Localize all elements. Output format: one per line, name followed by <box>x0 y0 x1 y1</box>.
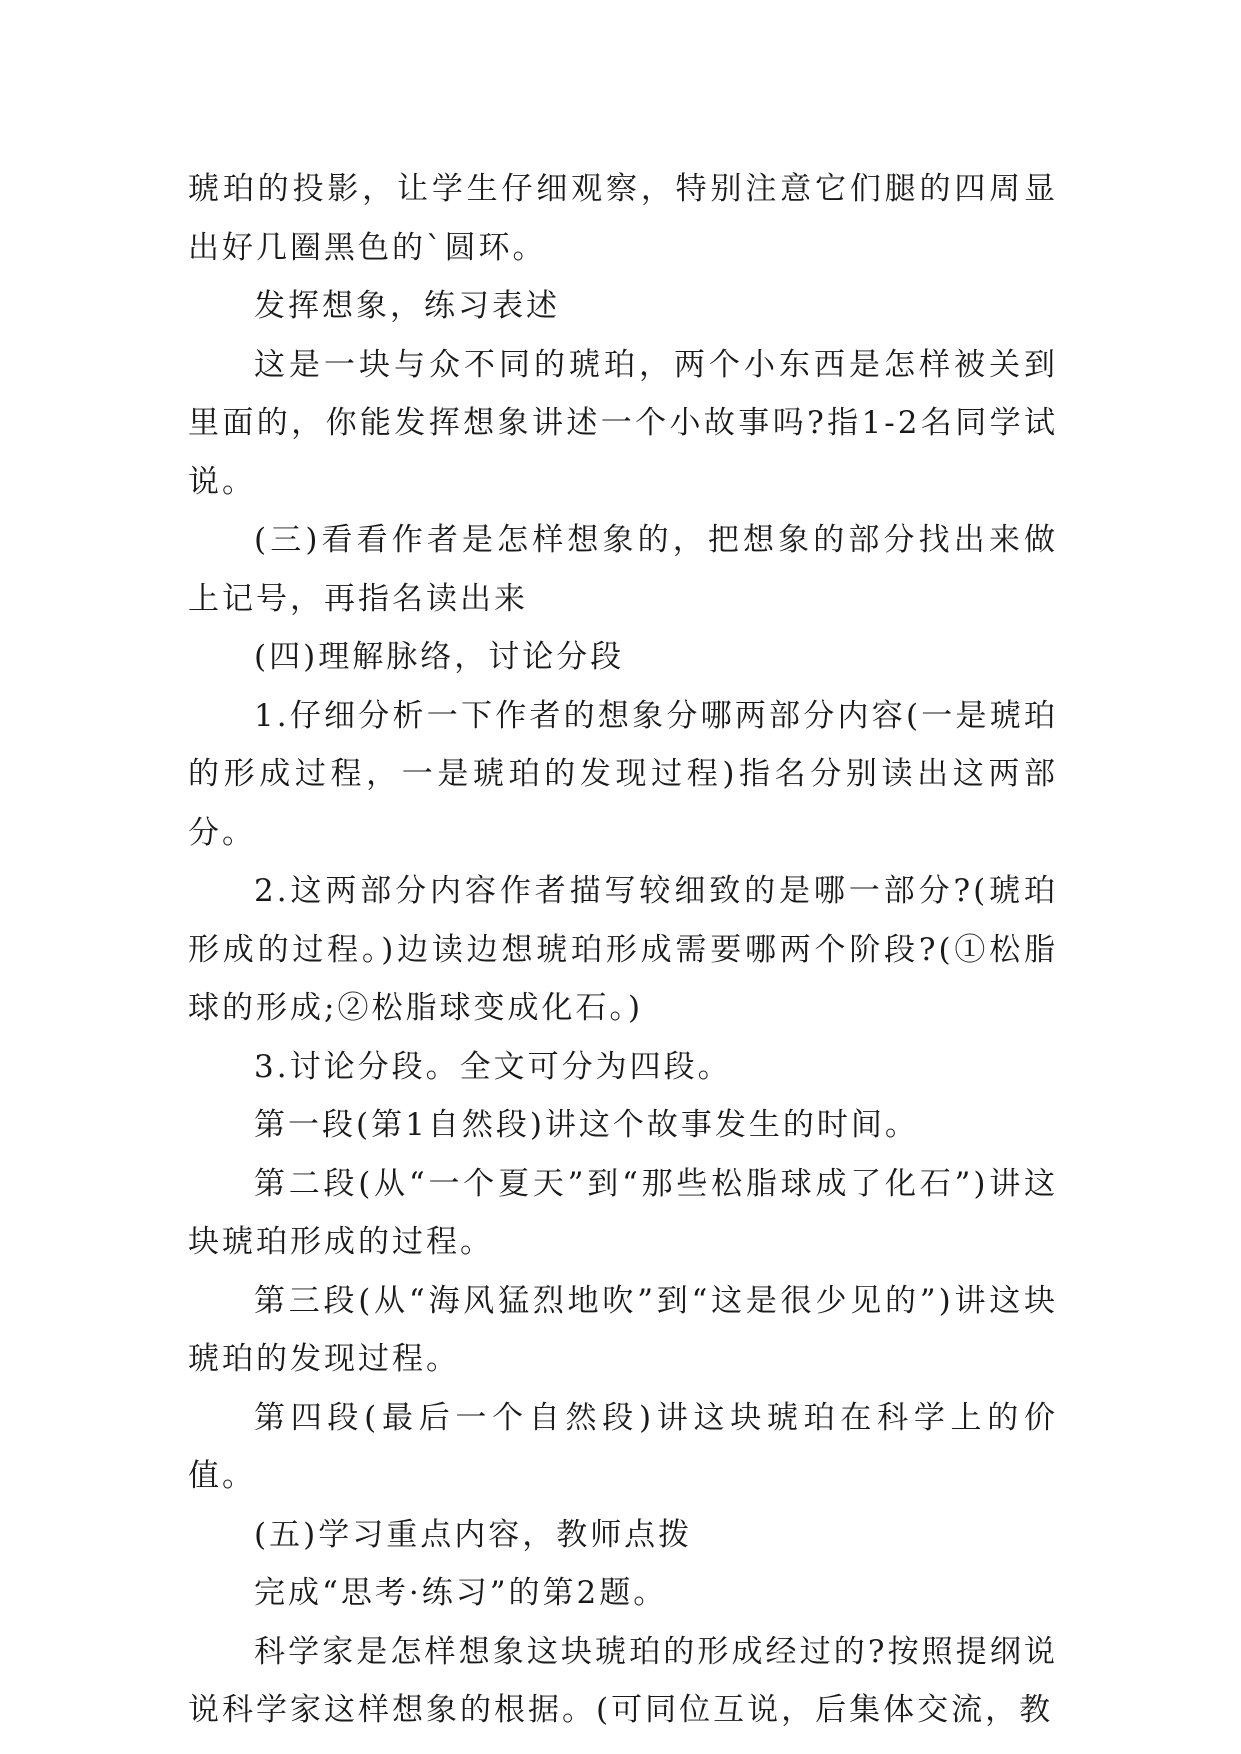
paragraph-continuation: 琥珀的投影，让学生仔细观察，特别注意它们腿的四周显出好几圈黑色的`圆环。 <box>188 171 1058 266</box>
body-text <box>188 160 1058 1740</box>
paragraph-part-4: 第四段(最后一个自然段)讲这块琥珀在科学上的价值。 <box>188 1399 1058 1494</box>
paragraph-part-1: 第一段(第1自然段)讲这个故事发生的时间。 <box>254 1107 919 1143</box>
paragraph: 这是一块与众不同的琥珀，两个小东西是怎样被关到里面的，你能发挥想象讲述一个小故事吗?指1-2名同学试说。 <box>188 346 1058 500</box>
paragraph-part-2: 第二段(从“一个夏天”到“那些松脂球成了化石”)讲这块琥珀形成的过程。 <box>188 1165 1058 1260</box>
paragraph-item-2: 2.这两部分内容作者描写较细致的是哪一部分?(琥珀形成的过程。)边读边想琥珀形成需要哪两个阶段?(①松脂球的形成;②松脂球变成化石。) <box>188 873 1058 1026</box>
paragraph-item-1: 1.仔细分析一下作者的想象分哪两部分内容(一是琥珀的形成过程，一是琥珀的发现过程)指名分别读出这两部分。 <box>188 697 1058 851</box>
paragraph: 科学家是怎样想象这块琥珀的形成经过的?按照提纲说说科学家这样想象的根据。(可同位互说，后集体交流，教 <box>188 1633 1058 1728</box>
paragraph: 完成“思考·练习”的第2题。 <box>254 1575 668 1611</box>
paragraph-section-5: (五)学习重点内容，教师点拨 <box>254 1516 693 1553</box>
paragraph-item-3: 3.讨论分段。全文可分为四段。 <box>254 1048 732 1085</box>
paragraph-part-3: 第三段(从“海风猛烈地吹”到“这是很少见的”)讲这块琥珀的发现过程。 <box>188 1282 1058 1377</box>
paragraph-section-4: (四)理解脉络，讨论分段 <box>254 639 625 675</box>
paragraph-section-3: (三)看看作者是怎样想象的，把想象的部分找出来做上记号，再指名读出来 <box>188 522 1058 617</box>
paragraph-heading-imagination: 发挥想象，练习表述 <box>254 288 560 324</box>
